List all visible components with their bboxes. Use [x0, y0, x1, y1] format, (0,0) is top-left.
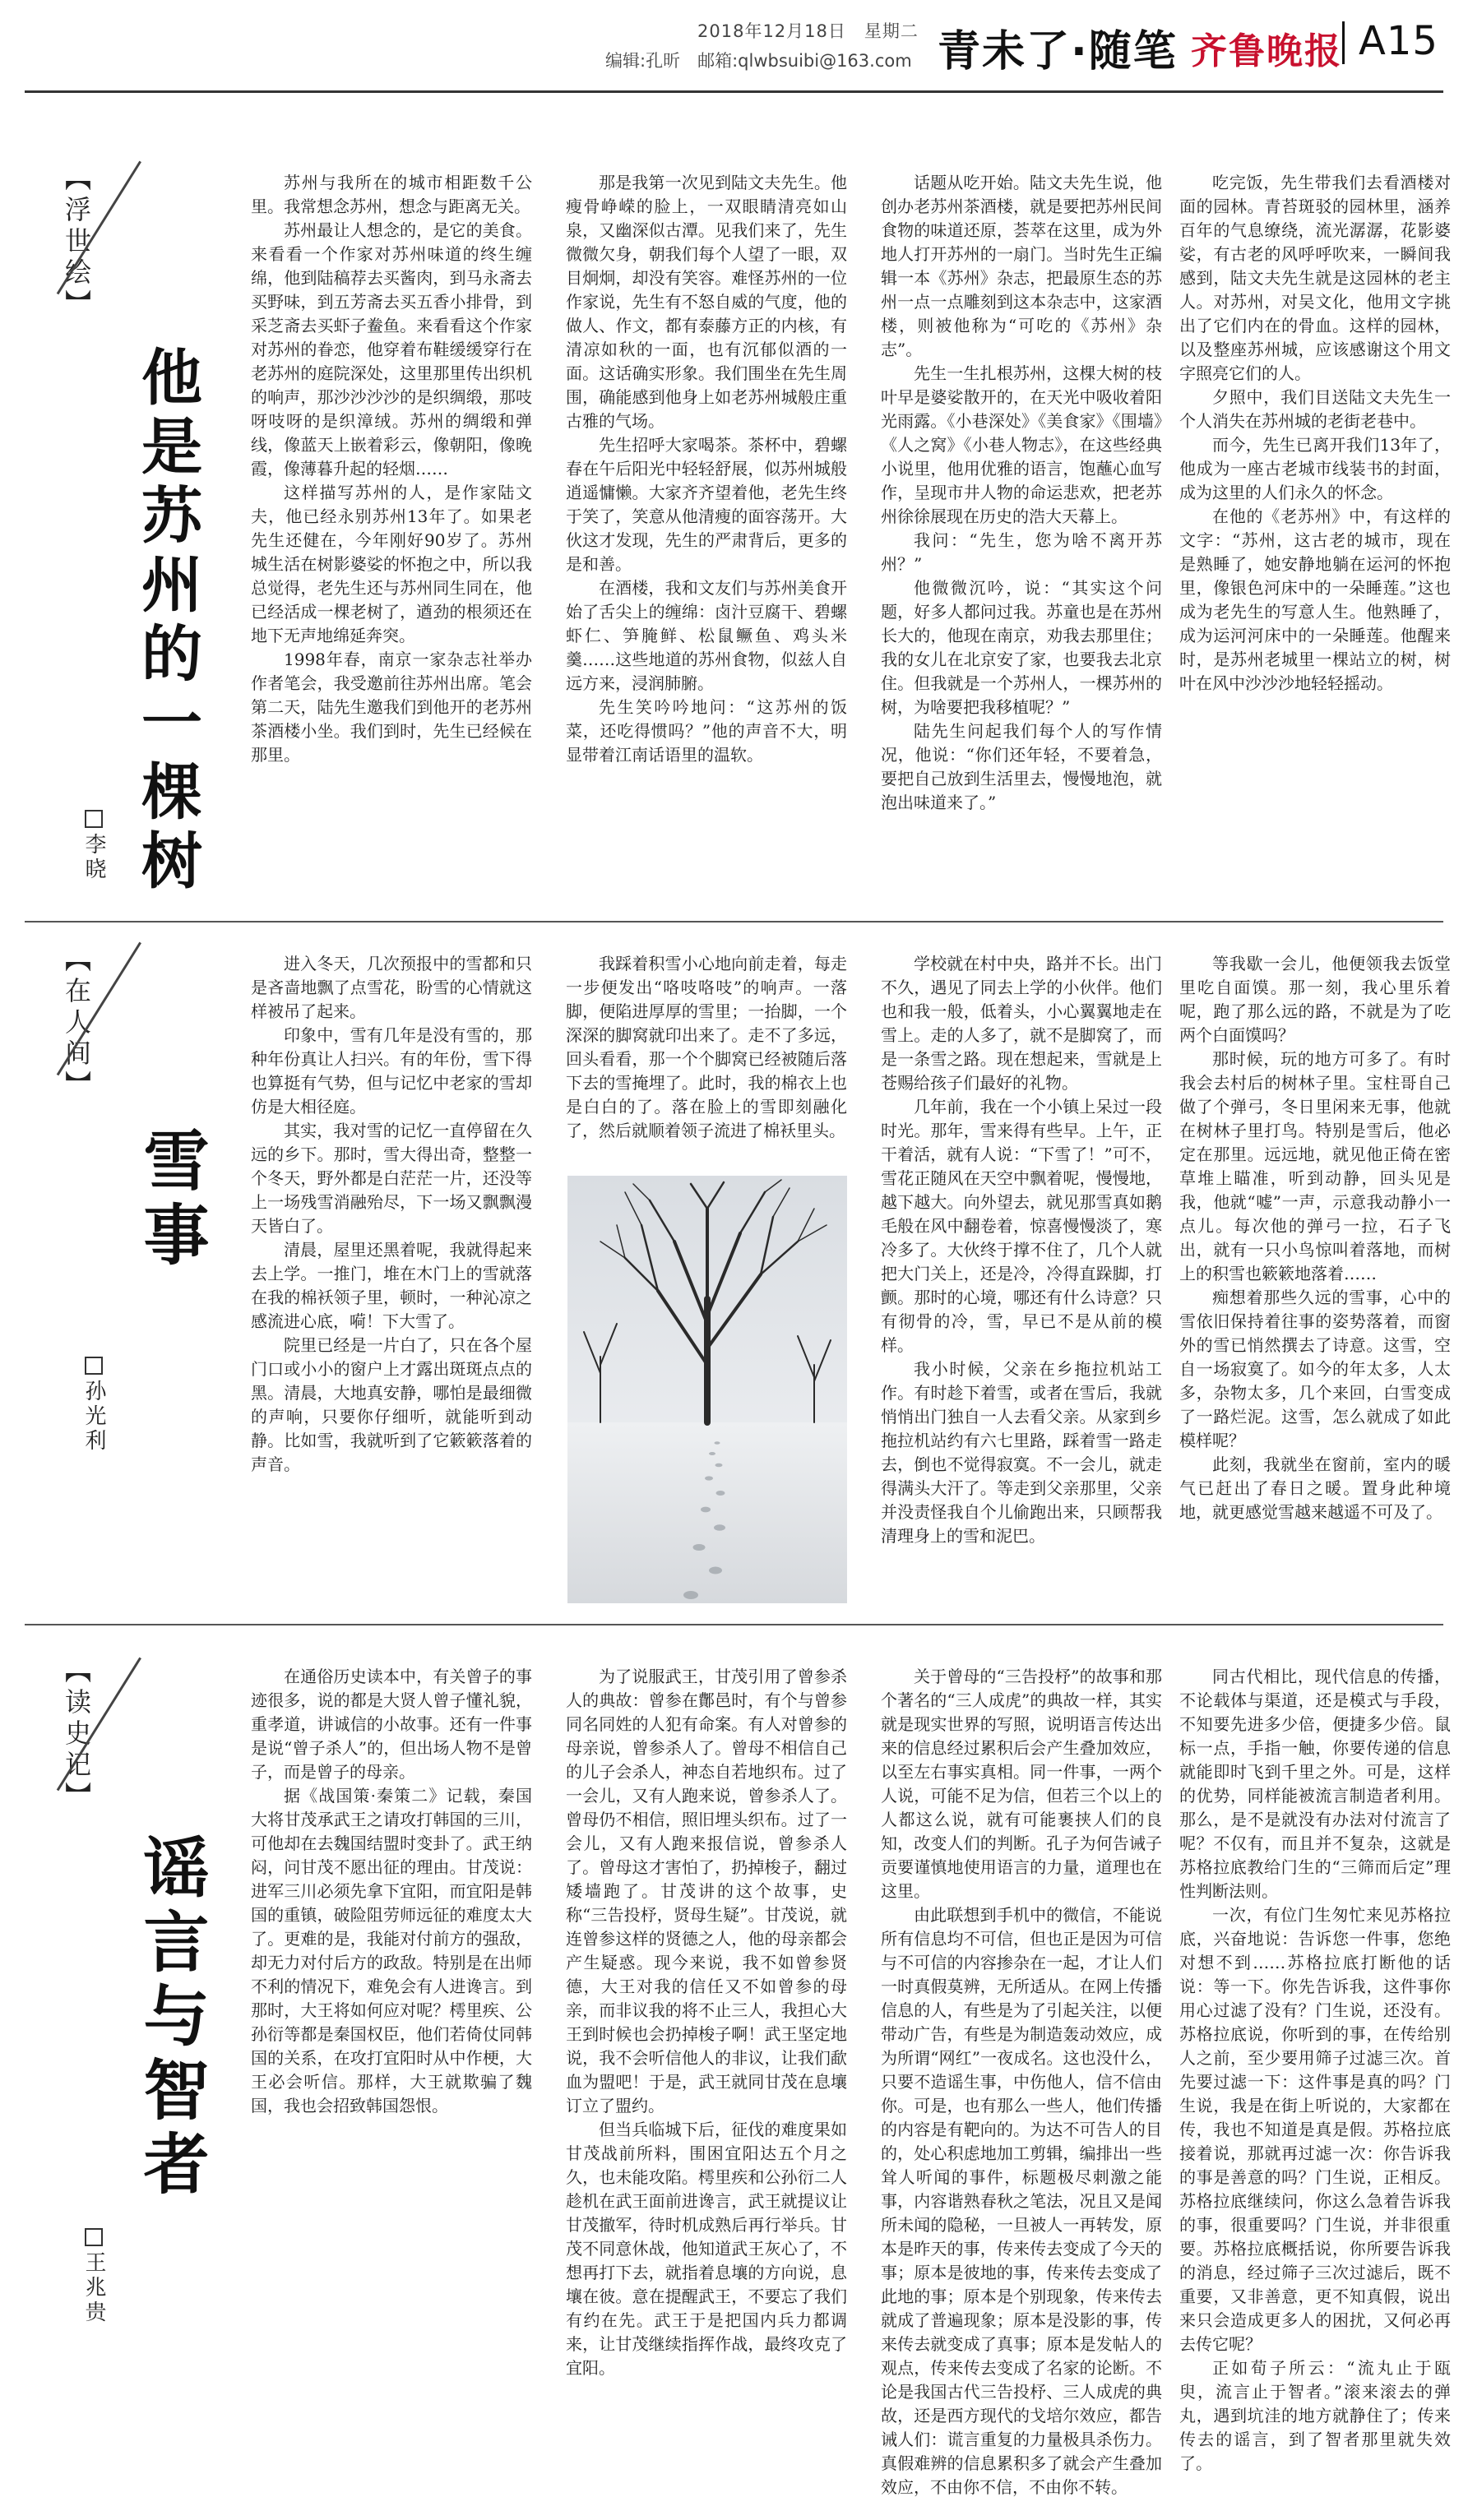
snow-tree-photo-graphic — [567, 1176, 847, 1603]
paragraph: 正如荀子所云：“流丸止于瓯臾，流言止于智者。”滚来滚去的弹丸，遇到坑洼的地方就静住了；传来传去的谣言，到了智者那里就失效了。 — [1179, 2358, 1451, 2473]
author-box-icon — [85, 2228, 103, 2246]
paragraph: 我问：“先生，您为啥不离开苏州？” — [881, 530, 1162, 574]
paragraph: 其实，我对雪的记忆一直停留在久远的乡下。那时，雪大得出奇，整整一个冬天，野外都是白茫茫一片，还没等上一场残雪消融殆尽，下一场又飘飘漫天皆白了。 — [251, 1121, 532, 1236]
paragraph: 在酒楼，我和文友们与苏州美食开始了舌尖上的缠绵：卤汁豆腐干、碧螺虾仁、笋腌鲜、松鼠鳜鱼、鸡头米羹……这些地道的苏州食物，似兹人自远方来，浸润肺腑。 — [566, 578, 847, 693]
section-title: 青未了·随笔 — [938, 27, 1178, 76]
header-date: 2018年12月18日 星期二 — [697, 21, 919, 41]
article-3-col-1 — [251, 1665, 532, 2504]
article-1-title: 他是苏州的一棵树 — [132, 345, 202, 898]
article-3-col-4 — [1179, 1665, 1451, 2504]
tag-article-3: 【读史记】 — [61, 1657, 92, 1813]
paragraph: 陆先生问起我们每个人的写作情况，他说：“你们还年轻，不要着急，要把自己放到生活里去，慢慢地泡，就泡出味道来了。” — [881, 721, 1162, 812]
paragraph: 那是我第一次见到陆文夫先生。他瘦骨峥嵘的脸上，一双眼睛清亮如山泉，又幽深似古潭。见我们来了，先生微微欠身，朝我们每个人望了一眼，双目炯炯，却没有笑容。难怪苏州的一位作家说，先生有不怒自威的气度，他的做人、作文，都有泰藤方正的内核，有清凉如秋的一面，也有沉郁似酒的一面。这话确实形象。我们围坐在先生周围，确能感到他身上如老苏州城般庄重古雅的气场。 — [566, 173, 847, 431]
paragraph: 等我歇一会儿，他便领我去饭堂里吃自面馍。那一刻，我心里乐着呢，跑了那么远的路，不就是为了吃两个白面馍吗？ — [1179, 954, 1451, 1045]
header-editor: 编辑:孔昕 邮箱:qlwbsuibi@163.com — [605, 51, 912, 71]
article-3-col-3 — [881, 1665, 1162, 2504]
article-3-col-2 — [566, 1665, 847, 2504]
paragraph: 据《战国策·秦策二》记载，秦国大将甘茂承武王之请攻打韩国的三川，可他却在去魏国结盟时变卦了。武王纳闷，问甘茂不愿出征的理由。甘茂说：进军三川必须先拿下宜阳，而宜阳是韩国的重镇，破险阻劳师远征的难度太大了。更难的是，我能对付前方的强敌，却无力对付后方的政敌。特别是在出师不利的情况下，难免会有人进谗言。到那时，大王将如何应对呢？樗里疾、公孙衍等都是秦国权臣，他们若倚仗同韩国的关系，在攻打宜阳时从中作梗，大王必会听信。那样，大王就欺骗了魏国，我也会招致韩国怨恨。 — [251, 1786, 532, 2115]
paragraph: 关于曾母的“三告投杼”的故事和那个著名的“三人成虎”的典故一样，其实就是现实世界的写照，说明语言传达出来的信息经过累积后会产生叠加效应，以至左右事实真相。同一件事，一两个人说，可能不足为信，但若三个以上的人都这么说，就有可能裹挟人们的良知，改变人们的判断。孔子为何告诫子贡要谨慎地使用语言的力量，道理也在这里。 — [881, 1667, 1162, 1901]
section-rule — [25, 1624, 1443, 1625]
paragraph: 学校就在村中央，路并不长。出门不久，遇见了同去上学的小伙伴。他们也和我一般，低着头，小心翼翼地走在雪上。走的人多了，就不是脚窝了，而是一条雪之路。现在想起来，雪就是上苍赐给孩子们最好的礼物。 — [881, 954, 1162, 1093]
article-1-author — [79, 810, 109, 882]
paragraph: 先生笑吟吟地问：“这苏州的饭菜，还吃得惯吗？”他的声音不大，明显带着江南话语里的温软。 — [566, 697, 847, 765]
page-number: A15 — [1359, 18, 1438, 64]
paragraph: 为了说服武王，甘茂引用了曾参杀人的典故：曾参在鄪邑时，有个与曾参同名同姓的人犯有命案。有人对曾参的母亲说，曾参杀人了。曾母不相信自己的儿子会杀人，神态自若地织布。过了一会儿，又有人跑来说，曾参杀人了。曾母仍不相信，照旧埋头织布。过了一会儿，又有人跑来报信说，曾参杀人了。曾母这才害怕了，扔掉梭子，翻过矮墙跑了。甘茂讲的这个故事，史称“三告投杼，贤母生疑”。甘茂说，就连曾参这样的贤德之人，他的母亲都会产生疑惑。现今来说，我不如曾参贤德，大王对我的信任又不如曾参的母亲，而非议我的将不止三人，我担心大王到时候也会扔掉梭子啊！武王坚定地说，我不会听信他人的非议，让我们歃血为盟吧！于是，武王就同甘茂在息壤订立了盟约。 — [566, 1667, 847, 2115]
paragraph: 我小时候，父亲在乡拖拉机站工作。有时趁下着雪，或者在雪后，我就悄悄出门独自一人去看父亲。从家到乡拖拉机站约有六七里路，踩着雪一路走去，倒也不觉得寂寞。不一会儿，就走得满头大汗了。等走到父亲那里，父亲并没责怪我自个儿偷跑出来，只顾帮我清理身上的雪和泥巴。 — [881, 1359, 1162, 1546]
article-2-author — [79, 1357, 109, 1454]
paragraph: 夕照中，我们目送陆文夫先生一个人消失在苏州城的老街老巷中。 — [1179, 387, 1451, 431]
paragraph: 我踩着积雪小心地向前走着，每走一步便发出“咯吱咯吱”的响声。一落脚，便陷进厚厚的雪里；一抬脚，一个深深的脚窝就印出来了。走不了多远，回头看看，那一个个脚窝已经被随后落下去的雪掩埋了。此时，我的棉衣上也是白白的了。落在脸上的雪即刻融化了，然后就顺着领子流进了棉袄里头。 — [566, 954, 847, 1140]
paragraph: 吃完饭，先生带我们去看酒楼对面的园林。青苔斑驳的园林里，涵养百年的气息缭绕，流光潺潺，花影婆娑，有古老的风呼呼吹来，一瞬间我感到，陆文夫先生就是这园林的老主人。对苏州，对吴文化，他用文字挑出了它们内在的骨血。这样的园林，以及整座苏州城，应该感谢这个用文字照亮它们的人。 — [1179, 173, 1451, 383]
paragraph: 院里已经是一片白了，只在各个屋门口或小小的窗户上才露出斑斑点点的黑。清晨，大地真安静，哪怕是最细微的声响，只要你仔细听，就能听到动静。比如雪，我就听到了它簌簌落着的声音。 — [251, 1335, 532, 1474]
paragraph: 1998年春，南京一家杂志社举办作者笔会，我受邀前往苏州出席。笔会第二天，陆先生邀我们到他开的老苏州茶酒楼小坐。我们到时，先生已经候在那里。 — [251, 650, 532, 765]
header-rule — [25, 90, 1443, 93]
author-name: 王兆贵 — [81, 2251, 106, 2325]
paragraph: 但当兵临城下后，征伐的难度果如甘茂战前所料，围困宜阳达五个月之久，也未能攻陷。樗里疾和公孙衍二人趁机在武王面前进谗言，武王就提议让甘茂撤军，待时机成熟后再行举兵。甘茂不同意休战，他知道武王灰心了，不想再打下去，就指着息壤的方向说，息壤在彼。意在提醒武王，不要忘了我们有约在先。武王于是把国内兵力都调来，让甘茂继续指挥作战，最终攻克了宜阳。 — [566, 2120, 847, 2378]
paragraph: 苏州最让人想念的，是它的美食。来看看一个作家对苏州味道的终生缠绵，他到陆稿荐去买酱肉，到马永斋去买野味，到五芳斋去买五香小排骨，到采芝斋去买虾子鲞鱼。来看看这个作家对苏州的眷恋，他穿着布鞋缓缓穿行在老苏州的庭院深处，这里那里传出织机的响声，那沙沙沙沙的是织绸缎，那吱呀吱呀的是织漳绒。苏州的绸缎和弹线，像蓝天上嵌着彩云，像朝阳，像晚霞，像薄暮升起的轻烟…… — [251, 220, 532, 479]
article-2-col-2-top — [566, 952, 847, 1166]
article-1-col-4 — [1179, 171, 1451, 898]
paragraph: 由此联想到手机中的微信，不能说所有信息均不可信，但也正是因为可信与不可信的内容掺杂在一起，才让人们一时真假莫辨，无所适从。在网上传播信息的人，有些是为了引起关注，以便带动广告，有些是为制造轰动效应，成为所谓“网红”一夜成名。这也没什么，只要不造谣生事，中伤他人，信不信由你。可是，也有那么一些人，他们传播的内容是有靶向的。为达不可告人的目的，处心积虑地加工剪辑，编排出一些耸人听闻的事件，标题极尽刺激之能事，内容谐熟春秋之笔法，况且又是闻所未闻的隐秘，一旦被人一再转发，原本是昨天的事，传来传去变成了今天的事；原本是彼地的事，传来传去变成了此地的事；原本是个别现象，传来传去就成了普遍现象；原本是没影的事，传来传去就变成了真事；原本是发帖人的观点，传来传去变成了名家的论断。不论是我国古代三告投杼、三人成虎的典故，还是西方现代的戈培尔效应，都告诫人们：谎言重复的力量极具杀伤力。真假难辨的信息累积多了就会产生叠加效应，不由你不信，不由你不转。 — [881, 1905, 1162, 2497]
paragraph: 几年前，我在一个小镇上呆过一段时光。那年，雪来得有些早。上午，正干着活，就有人说：“下雪了！”可不，雪花正随风在天空中飘着呢，慢慢地，越下越大。向外望去，就见那雪真如鹅毛般在风中翻卷着，惊喜慢慢淡了，寒冷多了。大伙终于撑不住了，几个人就把大门关上，还是冷，冷得直跺脚，打颤。那时的心境，哪还有什么诗意？只有彻骨的冷，雪，早已不是从前的模样。 — [881, 1097, 1162, 1355]
author-box-icon — [85, 1357, 103, 1375]
article-1-col-2 — [566, 171, 847, 898]
newspaper-brand-logo: 齐鲁晚报 — [1191, 30, 1342, 72]
article-1-col-1 — [251, 171, 532, 898]
paragraph: 清晨，屋里还黑着呢，我就得起来去上学。一推门，堆在木门上的雪就落在我的棉袄领子里，顿时，一种沁凉之感流进心底，嗬！下大雪了。 — [251, 1240, 532, 1331]
paragraph: 苏州与我所在的城市相距数千公里。我常想念苏州，想念与距离无关。 — [251, 173, 532, 216]
author-name: 李晓 — [81, 833, 106, 882]
paragraph: 他微微沉吟，说：“其实这个问题，好多人都问过我。苏童也是在苏州长大的，他现在南京，劝我去那里住；我的女儿在北京安了家，也要我去北京住。但我就是一个苏州人，一棵苏州的树，为啥要把我移植呢？” — [881, 578, 1162, 717]
tag-article-1: 【浮世绘】 — [61, 164, 92, 321]
paragraph: 同古代相比，现代信息的传播，不论载体与渠道，还是模式与手段，不知要先进多少倍，便捷多少倍。鼠标一点，手指一触，你要传递的信息就能即时飞到千里之外。可是，这样的优势，同样能被流言制造者利用。那么，是不是就没有办法对付流言了呢？不仅有，而且并不复杂，这就是苏格拉底教给门生的“三筛而后定”理性判断法则。 — [1179, 1667, 1451, 1901]
paragraph: 这样描写苏州的人，是作家陆文夫，他已经永别苏州13年了。如果老先生还健在，今年刚好90岁了。苏州城生活在树影婆娑的怀抱之中，所以我总觉得，老先生还与苏州同生同在，他已经活成一棵老树了，遒劲的根须还在地下无声地绵延奔突。 — [251, 483, 532, 645]
paragraph: 先生一生扎根苏州，这棵大树的枝叶早是婆娑散开的，在天光中吸收着阳光雨露。《小巷深处》《美食家》《围墙》《人之窝》《小巷人物志》，在这些经典小说里，他用优雅的语言，饱蘸心血写作，呈现市井人物的命运悲欢，把老苏州徐徐展现在历史的浩大天幕上。 — [881, 363, 1162, 526]
paragraph: 在通俗历史读本中，有关曾子的事迹很多，说的都是大贤人曾子懂礼貌，重孝道，讲诚信的小故事。还有一件事是说“曾子杀人”的，但出场人物不是曾子，而是曾子的母亲。 — [251, 1667, 532, 1782]
article-2-col-4 — [1179, 952, 1451, 1602]
article-3-title: 谣言与智者 — [132, 1833, 209, 2203]
article-2-col-1 — [251, 952, 532, 1602]
paragraph: 在他的《老苏州》中，有这样的文字：“苏州，这古老的城市，现在是熟睡了，她安静地躺在运河的怀抱里，像银色河床中的一朵睡莲。”这也成为老先生的写意人生。他熟睡了，成为运河河床中的一朵睡莲。他醒来时，是苏州老城里一棵站立的树，树叶在风中沙沙沙地轻轻摇动。 — [1179, 506, 1451, 693]
section-rule — [25, 921, 1443, 922]
author-box-icon — [85, 810, 103, 828]
paragraph: 那时候，玩的地方可多了。有时我会去村后的树林子里。宝柱哥自己做了个弹弓，冬日里闲来无事，他就在树林子里打鸟。特别是雪后，他必定在那里。远远地，就见他正倚在密草堆上瞄准，听到动静，回头见是我，他就“嘘”一声，示意我动静小一点儿。每次他的弹弓一拉，石子飞出，就有一只小鸟惊叫着落地，而树上的积雪也簌簌地落着…… — [1179, 1049, 1451, 1283]
article-2-title: 雪事 — [132, 1126, 209, 1274]
paragraph: 而今，先生已离开我们13年了，他成为一座古老城市线装书的封面，成为这里的人们永久的怀念。 — [1179, 435, 1451, 502]
article-1-col-3 — [881, 171, 1162, 898]
paragraph: 话题从吃开始。陆文夫先生说，他创办老苏州茶酒楼，就是要把苏州民间食物的味道还原，荟萃在这里，成为外地人打开苏州的一扇门。当时先生正编辑一本《苏州》杂志，把最原生态的苏州一点一点雕刻到这本杂志中，这家酒楼，则被他称为“可吃的《苏州》杂志”。 — [881, 173, 1162, 359]
paragraph: 一次，有位门生匆忙来见苏格拉底，兴奋地说：告诉您一件事，您绝对想不到……苏格拉底打断他的话说：等一下。你先告诉我，这件事你用心过滤了没有？门生说，还没有。苏格拉底说，你听到的事，在传给别人之前，至少要用筛子过滤三次。首先要过滤一下：这件事是真的吗？门生说，我是在街上听说的，大家都在传，我也不知道是真是假。苏格拉底接着说，那就再过滤一次：你告诉我的事是善意的吗？门生说，正相反。苏格拉底继续问，你这么急着告诉我的事，很重要吗？门生说，并非很重要。苏格拉底概括说，你所要告诉我的消息，经过筛子三次过滤后，既不重要，又非善意，更不知真假，说出来只会造成更多人的困扰，又何必再去传它呢？ — [1179, 1905, 1451, 2354]
header-divider — [1342, 21, 1345, 64]
author-name: 孙光利 — [81, 1380, 106, 1454]
paragraph: 先生招呼大家喝茶。茶杯中，碧螺春在午后阳光中轻轻舒展，似苏州城般逍遥慵懒。大家齐齐望着他，老先生终于笑了，笑意从他清瘦的面容荡开。大伙这才发现，先生的严肃背后，更多的是和善。 — [566, 435, 847, 574]
article-2-col-3 — [881, 952, 1162, 1602]
snow-tree-photo — [567, 1176, 847, 1603]
paragraph: 印象中，雪有几年是没有雪的，那种年份真让人扫兴。有的年份，雪下得也算挺有气势，但与记忆中老家的雪却仿是大相径庭。 — [251, 1025, 532, 1117]
article-3-author — [79, 2228, 109, 2325]
paragraph: 进入冬天，几次预报中的雪都和只是吝啬地飘了点雪花，盼雪的心情就这样被吊了起来。 — [251, 954, 532, 1021]
tag-article-2: 【在人间】 — [61, 946, 92, 1102]
paragraph: 此刻，我就坐在窗前，室内的暖气已赶出了春日之暖。置身此种境地，就更感觉雪越来越遥不可及了。 — [1179, 1454, 1451, 1522]
paragraph: 痴想着那些久远的雪事，心中的雪依旧保持着往事的姿势落着，而窗外的雪已悄然撰去了诗意。这雪，空自一场寂寞了。如今的年太多，人太多，杂物太多，几个来回，白雪变成了一路烂泥。这雪，怎么就成了如此模样呢？ — [1179, 1288, 1451, 1450]
